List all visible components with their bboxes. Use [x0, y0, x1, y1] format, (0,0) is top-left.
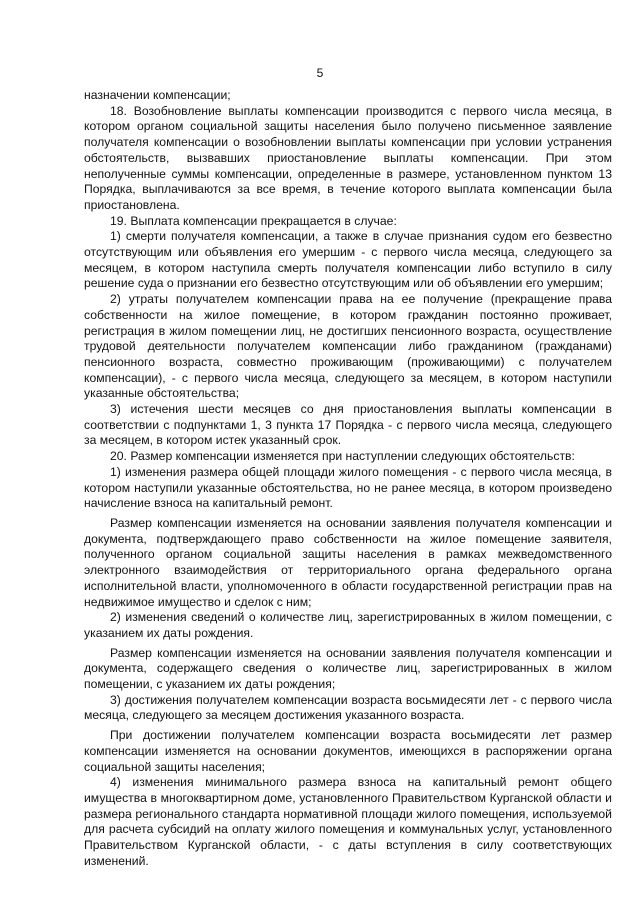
paragraph: Размер компенсации изменяется на основании заявления получателя компенсации и документа, содержащего сведения о количестве лиц, зарегистрированных в жилом помещении, с указанием их даты рождения;: [84, 645, 612, 692]
paragraph: 3) достижения получателем компенсации возраста восьмидесяти лет - с первого числа месяца, следующего за месяцем достижения указанного возраста.: [84, 692, 612, 723]
paragraph: 1) изменения размера общей площади жилого помещения - с первого числа месяца, в котором наступили указанные обстоятельства, но не ранее месяца, в котором произведено начисление взноса на капитальный ремонт.: [84, 464, 612, 511]
paragraph: 2) изменения сведений о количестве лиц, зарегистрированных в жилом помещении, с указанием их даты рождения.: [84, 610, 612, 640]
paragraph: 2) утраты получателем компенсации права на ее получение (прекращение права собственности на жилое помещение, в котором гражданин постоянно проживает, регистрация в жилом помещении лиц, не достигших пенсионного возраста, осуществление трудовой деятельности получателем компенсации либо гражданином (гражданами) пенсионного возраста, совместно проживающим (проживающими) с получателем компенсации), - с первого числа месяца, следующего за месяцем, в котором наступили указанные обстоятельства;: [84, 292, 612, 401]
paragraph: 18. Возобновление выплаты компенсации производится с первого числа месяца, в котором органом социальной защиты населения было получено письменное заявление получателя компенсации о возобновлении выплаты компенсации при условии устранения обстоятельств, вызвавших приостановление выплаты компенсации. При этом неполученные суммы компенсации, определенные в размере, установленном пунктом 13 Порядка, выплачиваются за все время, в течение которого выплата компенсации была приостановлена.: [84, 103, 612, 212]
paragraph: При достижении получателем компенсации возраста восьмидесяти лет размер компенсации изменяется на основании документов, имеющихся в распоряжении органа социальной защиты населения;: [84, 728, 612, 774]
paragraph: 3) истечения шести месяцев со дня приостановления выплаты компенсации в соответствии с подпунктами 1, 3 пункта 17 Порядка - с первого числа месяца, следующего за месяцем, в котором истек указанный срок.: [84, 402, 612, 448]
paragraph: Размер компенсации изменяется на основании заявления получателя компенсации и документа, подтверждающего право собственности на жилое помещение заявителя, полученного органом социальной защиты населения в рамках межведомственного электронного взаимодействия от территориального органа федерального органа исполнительной власти, уполномоченного в области государственной регистрации прав на недвижимое имущество и сделок с ним;: [84, 515, 612, 609]
paragraph: 19. Выплата компенсации прекращается в случае:: [110, 213, 397, 228]
paragraph: назначении компенсации;: [84, 88, 231, 102]
document-body: [84, 88, 612, 869]
paragraph: 20. Размер компенсации изменяется при наступлении следующих обстоятельств:: [110, 449, 575, 464]
paragraph: 4) изменения минимального размера взноса на капитальный ремонт общего имущества в многоквартирном доме, установленного Правительством Курганской области и размера регионального стандарта нормативной площади жилого помещения, используемой для расчета субсидий на оплату жилого помещения и коммунальных услуг, установленного Правительством Курганской области, - с даты вступления в силу соответствующих изменений.: [84, 775, 612, 868]
page-number: 5: [316, 66, 324, 80]
paragraph: 1) смерти получателя компенсации, а также в случае признания судом его безвестно отсутствующим или объявления его умершим - с первого числа месяца, следующего за месяцем, в котором наступила смерть получателя компенсации либо вступило в силу решение суда о признании его безвестно отсутствующим или об объявлении его умершим;: [84, 229, 612, 291]
